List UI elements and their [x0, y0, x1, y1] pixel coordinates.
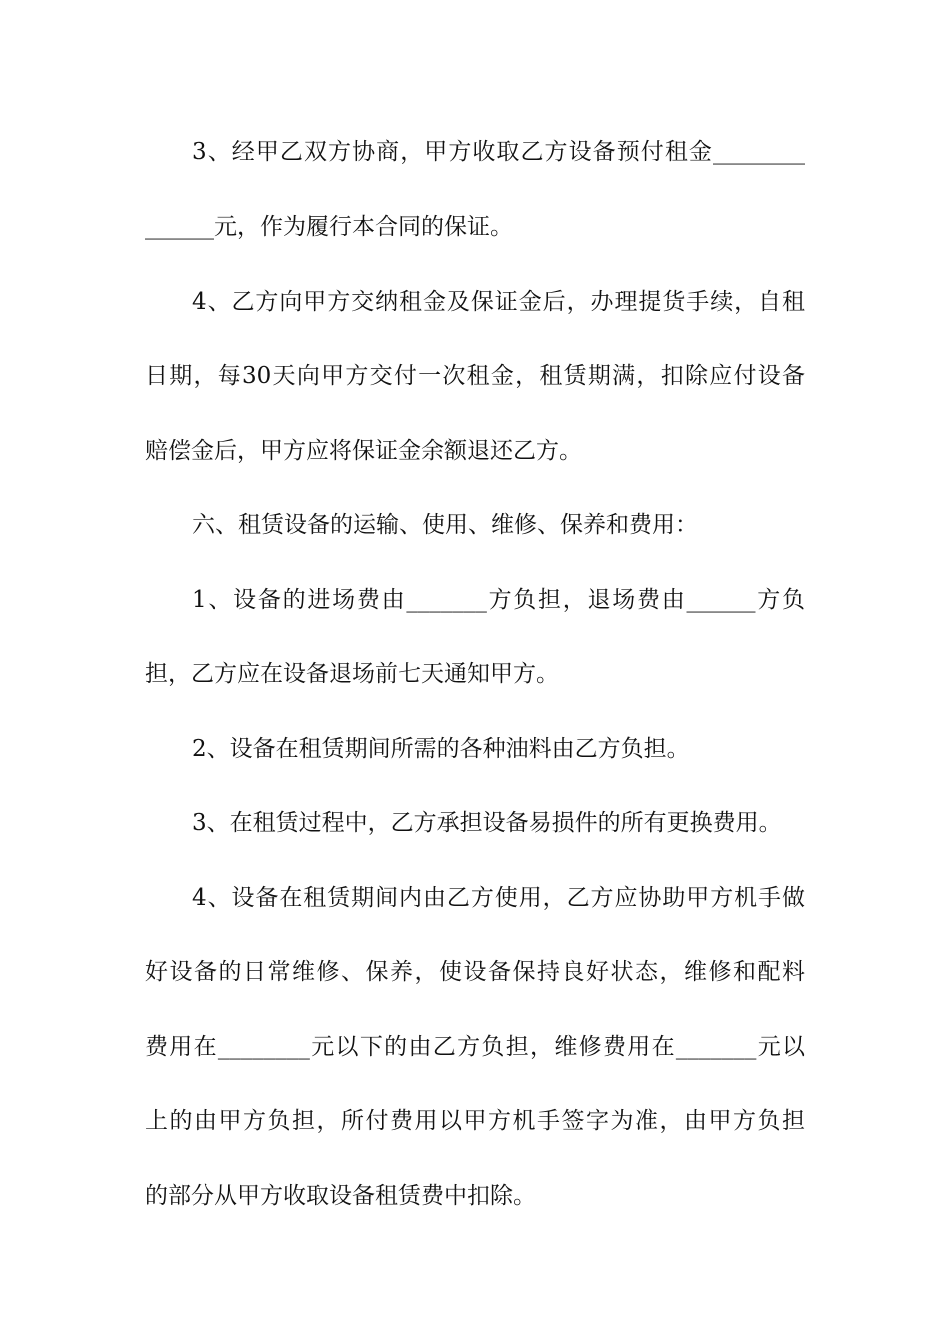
item-2-line: 2、设备在租赁期间所需的各种油料由乙方负担。 — [192, 736, 690, 762]
paragraph-4-line-3: 赔偿金后，甲方应将保证金余额退还乙方。 — [145, 438, 582, 464]
section-6-heading: 六、租赁设备的运输、使用、维修、保养和费用： — [192, 512, 698, 538]
paragraph-3-line-1: 3、经甲乙双方协商，甲方收取乙方设备预付租金________ — [192, 139, 805, 165]
paragraph-4-line-2: 日期，每30天向甲方交付一次租金，租赁期满，扣除应付设备 — [145, 363, 805, 389]
item-4-line-5: 的部分从甲方收取设备租赁费中扣除。 — [145, 1183, 536, 1209]
paragraph-3-line-2: ______元，作为履行本合同的保证。 — [145, 214, 513, 240]
item-1-line-2: 担，乙方应在设备退场前七天通知甲方。 — [145, 661, 559, 687]
item-4-line-2: 好设备的日常维修、保养，使设备保持良好状态，维修和配料 — [145, 959, 805, 985]
item-4-line-1: 4、设备在租赁期间内由乙方使用，乙方应协助甲方机手做 — [192, 885, 805, 911]
item-4-line-3: 费用在________元以下的由乙方负担，维修费用在_______元以 — [145, 1034, 805, 1060]
item-1-line-1: 1、设备的进场费由_______方负担，退场费由______方负 — [192, 587, 805, 613]
item-3-line: 3、在租赁过程中，乙方承担设备易损件的所有更换费用。 — [192, 810, 782, 836]
item-4-line-4: 上的由甲方负担，所付费用以甲方机手签字为准，由甲方负担 — [145, 1108, 805, 1134]
paragraph-4-line-1: 4、乙方向甲方交纳租金及保证金后，办理提货手续，自租 — [192, 289, 805, 315]
